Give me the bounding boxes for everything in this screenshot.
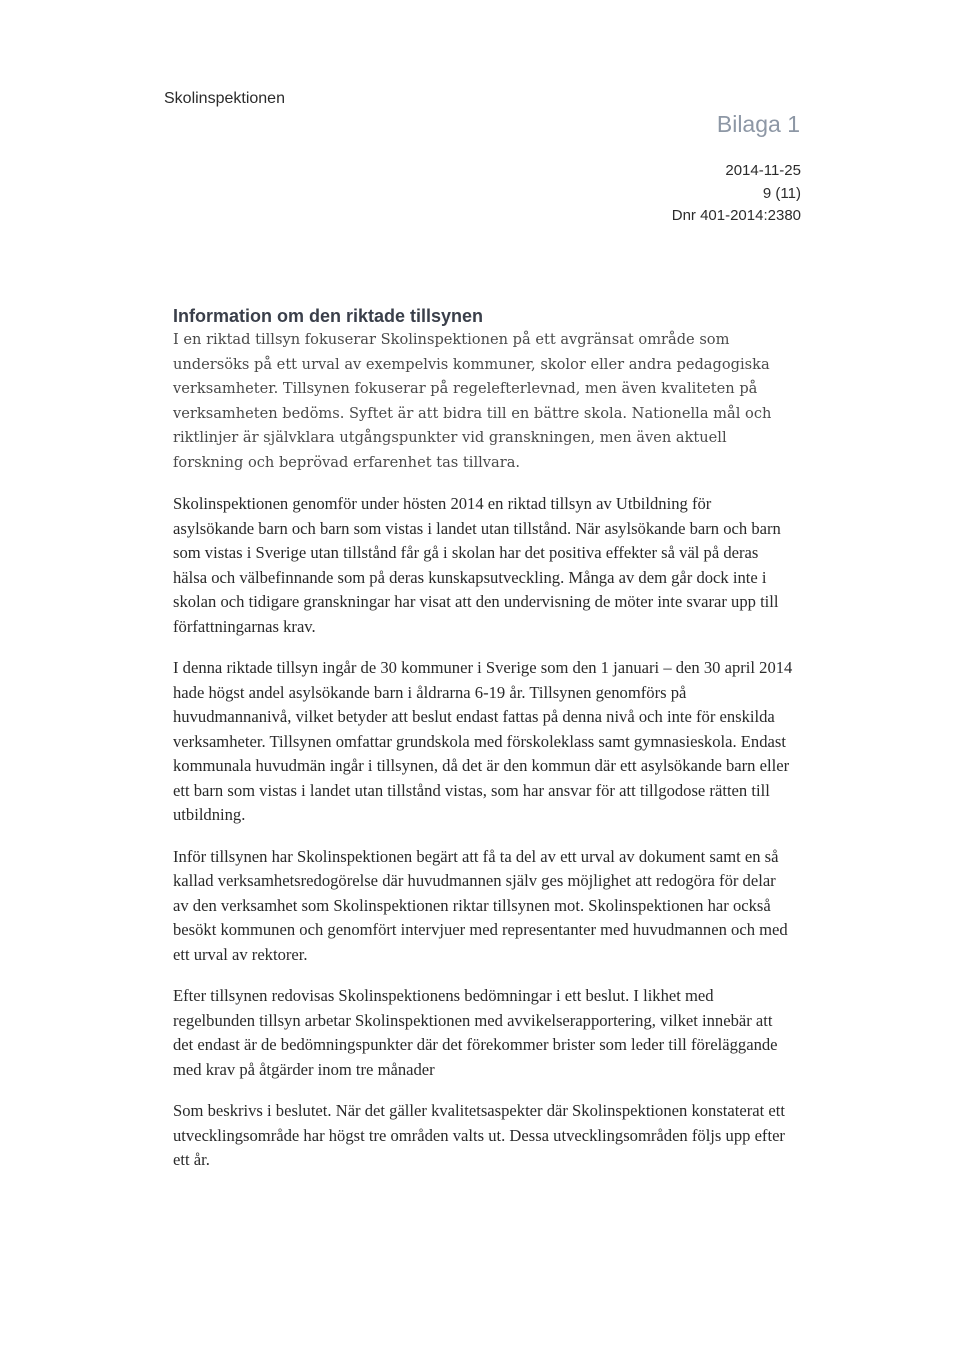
attachment-label: Bilaga 1 <box>716 111 800 137</box>
section-heading: Information om den riktade tillsynen <box>173 306 484 326</box>
paragraph-3: I denna riktade tillsyn ingår de 30 kommuner i Sverige som den 1 januari – den 30 april 2014 hade högst andel asylsökande barn i åldrarna 6-19 år. Tillsynen genomförs på huvudmannanivå, vilket betyder att beslut endast fattas på denna nivå och inte för enskilda verksamheter. Tillsynen omfattar grundskola med förskoleklass samt gymnasieskola. Endast kommunala huvudmän ingår i tillsynen, då det är den kommun där ett asylsökande barn eller ett barn som vistas i landet utan tillstånd vistas, som har ansvar för att tillgodose rätten till utbildning. <box>173 658 793 824</box>
page-number: 9 (11) <box>762 184 801 202</box>
paragraph-2: Skolinspektionen genomför under hösten 2014 en riktad tillsyn av Utbildning för asylsökande barn och barn som vistas i landet utan tillstånd. När asylsökande barn och barn som vistas i Sverige utan tillstånd får gå i skolan har det positiva effekter så väl på deras hälsa och välbefinnande som på deras kunskapsutveckling. Många av dem går dock inte i skolan och tidigare granskningar har visat att den undervisning de möter inte svarar upp till författningarnas krav. <box>173 494 781 636</box>
document-date: 2014-11-25 <box>725 162 801 179</box>
main-content <box>173 304 795 1190</box>
reference-number: Dnr 401-2014:2380 <box>671 207 801 224</box>
paragraph-6: Som beskrivs i beslutet. När det gäller kvalitetsaspekter där Skolinspektionen konstaterat ett utvecklingsområde har högst tre områden valts ut. Dessa utvecklingsområden följs upp efter ett år. <box>173 1101 785 1169</box>
paragraph-5: Efter tillsynen redovisas Skolinspektionens bedömningar i ett beslut. I likhet med regelbunden tillsyn arbetar Skolinspektionen med avvikelserapportering, vilket innebär att det endast är de bedömningspunkter där det förekommer brister som leder till föreläggande med krav på åtgärder inom tre månader <box>173 986 778 1079</box>
agency-name: Skolinspektionen <box>164 90 285 107</box>
document-meta <box>672 160 801 228</box>
paragraph-4: Inför tillsynen har Skolinspektionen begärt att få ta del av ett urval av dokument samt en så kallad verksamhetsredogörelse där huvudmannen själv ges möjlighet att redogöra för delar av den verksamhet som Skolinspektionen riktar tillsynen mot. Skolinspektionen har också besökt kommunen och genomfört intervjuer med representanter med huvudmannen och med ett urval av rektorer. <box>173 846 788 964</box>
paragraph-1: I en riktad tillsyn fokuserar Skolinspektionen på ett avgränsat område som undersöks på ett urval av exempelvis kommuner, skolor eller andra pedagogiska verksamheter. Tillsynen fokuserar på regelefterlevnad, men även kvaliteten på verksamheten bedöms. Syftet är att bidra till en bättre skola. Nationella mål och riktlinjer är självklara utgångspunkter vid granskningen, men även aktuell forskning och beprövad erfarenhet tas tillvara. <box>173 331 772 471</box>
